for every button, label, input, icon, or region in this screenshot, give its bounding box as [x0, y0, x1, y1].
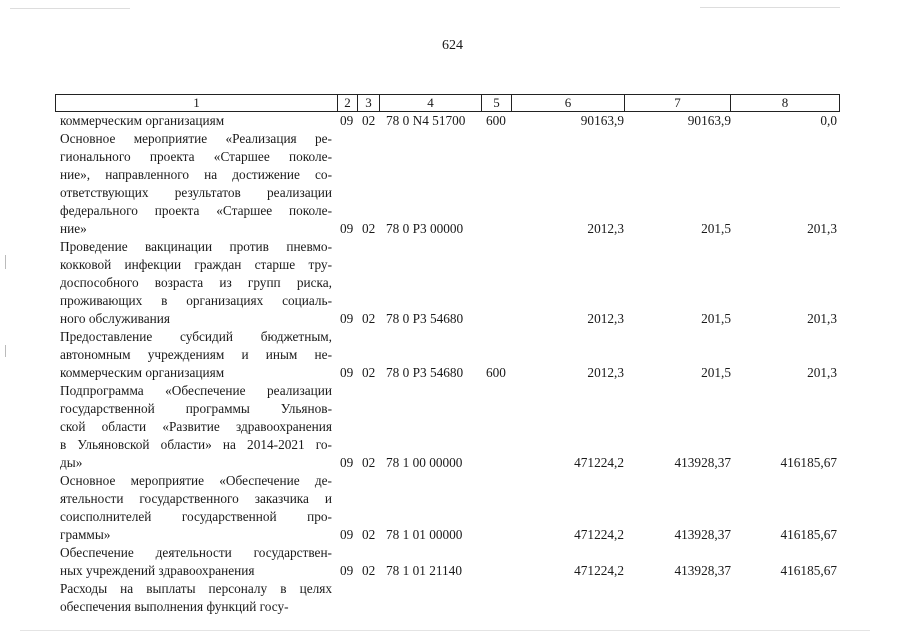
cell-col-3: 02: [362, 563, 376, 578]
description-line: Расходы на выплаты персоналу в целях: [60, 581, 332, 596]
description-line: ных учреждений здравоохранения: [60, 563, 255, 578]
row-description: [60, 328, 332, 382]
cell-col-5: 600: [486, 365, 506, 380]
table-row: [0, 328, 905, 382]
cell-col-4: 78 1 01 00000: [386, 527, 463, 542]
cell-col-6: 471224,2: [574, 455, 624, 470]
cell-col-4: 78 1 00 00000: [386, 455, 463, 470]
description-line: соисполнителей государственной про-: [60, 509, 332, 524]
cell-col-3: 02: [362, 527, 376, 542]
description-line: Проведение вакцинации против пневмо-: [60, 239, 332, 254]
cell-col-8: 201,3: [807, 365, 837, 380]
cell-col-2: 09: [340, 311, 354, 326]
cell-col-3: 02: [362, 221, 376, 236]
cell-col-7: 201,5: [701, 365, 731, 380]
description-line: Обеспечение деятельности государствен-: [60, 545, 332, 560]
cell-col-2: 09: [340, 113, 354, 128]
cell-col-6: 90163,9: [580, 113, 624, 128]
cell-col-2: 09: [340, 563, 354, 578]
cell-col-3: 02: [362, 311, 376, 326]
header-col-6: 6: [512, 95, 625, 111]
cell-col-6: 2012,3: [587, 365, 624, 380]
description-line: проживающих в организациях социаль-: [60, 293, 332, 308]
header-col-4: 4: [380, 95, 482, 111]
cell-col-6: 471224,2: [574, 563, 624, 578]
cell-col-6: 2012,3: [587, 221, 624, 236]
description-line: ние», направленного на достижение со-: [60, 167, 332, 182]
table-row: [0, 130, 905, 238]
description-line: граммы»: [60, 527, 111, 542]
cell-col-5: 600: [486, 113, 506, 128]
page-number: 624: [442, 38, 463, 53]
row-description: [60, 472, 332, 544]
table-row: [0, 112, 905, 130]
row-description: [60, 112, 332, 130]
description-line: ской области «Развитие здравоохранения: [60, 419, 332, 434]
description-line: кокковой инфекции граждан старше тру-: [60, 257, 332, 272]
description-line: в Ульяновской области» на 2014-2021 го-: [60, 437, 332, 452]
scan-artifact: [10, 8, 130, 9]
scan-artifact: [700, 7, 840, 8]
scan-artifact: [5, 345, 6, 357]
cell-col-2: 09: [340, 455, 354, 470]
table-row: [0, 580, 905, 616]
header-col-1: 1: [56, 95, 338, 111]
description-line: коммерческим организациям: [60, 113, 225, 128]
description-line: доспособного возраста из групп риска,: [60, 275, 332, 290]
header-col-3: 3: [358, 95, 380, 111]
cell-col-7: 413928,37: [674, 527, 731, 542]
header-col-2: 2: [338, 95, 358, 111]
cell-col-7: 413928,37: [674, 455, 731, 470]
description-line: ного обслуживания: [60, 311, 170, 326]
cell-col-7: 90163,9: [687, 113, 731, 128]
header-col-7: 7: [625, 95, 731, 111]
description-line: Предоставление субсидий бюджетным,: [60, 329, 332, 344]
description-line: государственной программы Ульянов-: [60, 401, 332, 416]
header-col-5: 5: [482, 95, 512, 111]
cell-col-4: 78 0 N4 51700: [386, 113, 466, 128]
cell-col-2: 09: [340, 221, 354, 236]
description-line: федерального проекта «Старшее поколе-: [60, 203, 332, 218]
cell-col-3: 02: [362, 365, 376, 380]
cell-col-6: 471224,2: [574, 527, 624, 542]
cell-col-3: 02: [362, 455, 376, 470]
cell-col-4: 78 0 P3 00000: [386, 221, 464, 236]
row-description: [60, 238, 332, 328]
table-row: [0, 544, 905, 580]
description-line: гионального проекта «Старшее поколе-: [60, 149, 332, 164]
cell-col-8: 416185,67: [780, 563, 837, 578]
cell-col-3: 02: [362, 113, 376, 128]
table-row: [0, 382, 905, 472]
row-description: [60, 580, 332, 616]
cell-col-7: 201,5: [701, 221, 731, 236]
cell-col-4: 78 1 01 21140: [386, 563, 462, 578]
cell-col-7: 413928,37: [674, 563, 731, 578]
cell-col-4: 78 0 P3 54680: [386, 365, 464, 380]
description-line: коммерческим организациям: [60, 365, 225, 380]
row-description: [60, 382, 332, 472]
cell-col-6: 2012,3: [587, 311, 624, 326]
cell-col-8: 416185,67: [780, 455, 837, 470]
table-header: [55, 94, 840, 112]
row-description: [60, 130, 332, 238]
description-line: Подпрограмма «Обеспечение реализации: [60, 383, 332, 398]
cell-col-7: 201,5: [701, 311, 731, 326]
scan-artifact: [20, 630, 870, 631]
cell-col-8: 201,3: [807, 221, 837, 236]
cell-col-8: 416185,67: [780, 527, 837, 542]
header-col-8: 8: [781, 95, 789, 110]
description-line: ние»: [60, 221, 87, 236]
cell-col-2: 09: [340, 365, 354, 380]
cell-col-8: 0,0: [820, 113, 837, 128]
cell-col-2: 09: [340, 527, 354, 542]
description-line: Основное мероприятие «Обеспечение де-: [60, 473, 332, 488]
scan-artifact: [5, 255, 6, 269]
description-line: Основное мероприятие «Реализация ре-: [60, 131, 332, 146]
description-line: обеспечения выполнения функций госу-: [60, 599, 289, 614]
row-description: [60, 544, 332, 580]
description-line: автономным учреждениям и иным не-: [60, 347, 332, 362]
description-line: ответствующих результатов реализации: [60, 185, 332, 200]
cell-col-8: 201,3: [807, 311, 837, 326]
cell-col-4: 78 0 P3 54680: [386, 311, 464, 326]
table-row: [0, 238, 905, 328]
description-line: ятельности государственного заказчика и: [60, 491, 332, 506]
description-line: ды»: [60, 455, 83, 470]
table-row: [0, 472, 905, 544]
